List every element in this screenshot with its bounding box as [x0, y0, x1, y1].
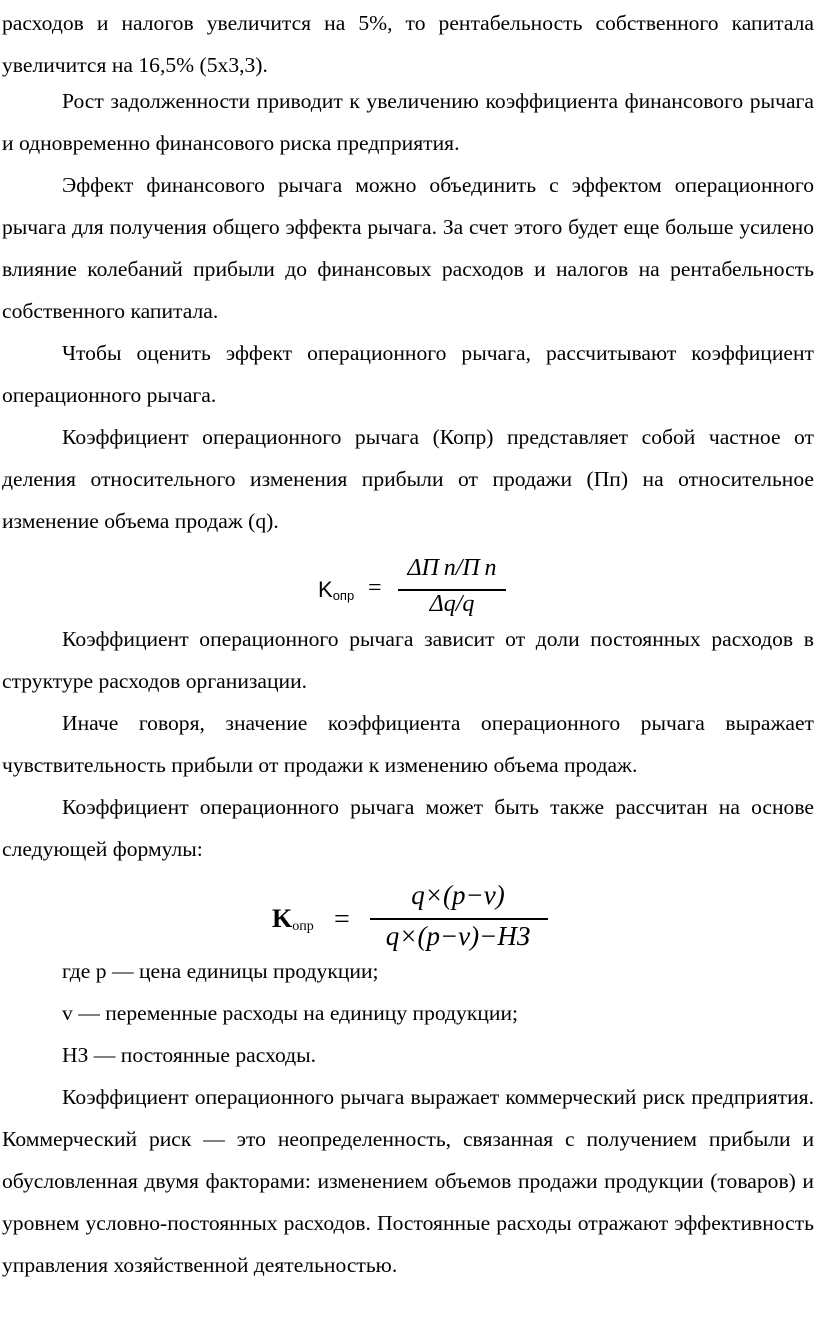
definition-variable-costs: v — переменные расходы на единицу продукции;	[62, 1001, 518, 1025]
paragraph-9: Коэффициент операционного рычага выражает коммерческий риск предприятия. Коммерческий риск — это неопределенность, связанная с получением прибыли и обусловленная двумя факторами: изменением объемов продажи продукции (товаров) и уровнем условно-постоянных расходов. Постоянные расходы отражают эффективность управления хозяйственной деятельностью.	[2, 1085, 814, 1277]
formula-1-numerator: ΔП п/П п	[407, 555, 497, 581]
definition-price: где р — цена единицы продукции;	[62, 959, 379, 983]
formula-2-denominator: q×(p−v)−НЗ	[385, 921, 531, 951]
formula-operating-leverage-1	[318, 555, 508, 625]
formula-2-numerator: q×(p−v)	[411, 880, 505, 910]
definition-fixed-costs: НЗ — постоянные расходы.	[62, 1043, 317, 1067]
formula-1-equals: =	[368, 575, 382, 601]
paragraph-5: Коэффициент операционного рычага (Копр) представляет собой частное от деления относительного изменения прибыли от продажи (Пп) на относительное изменение объема продаж (q).	[2, 425, 814, 533]
paragraph-3: Эффект финансового рычага можно объединить с эффектом операционного рычага для получения общего эффекта рычага. За счет этого будет еще больше усилено влияние колебаний прибыли до финансовых расходов и налогов на рентабельность собственного капитала.	[2, 173, 814, 323]
paragraph-7: Иначе говоря, значение коэффициента операционного рычага выражает чувствительность прибыли от продажи к изменению объема продаж.	[2, 711, 814, 777]
formula-2-equals: =	[334, 904, 350, 935]
paragraph-4: Чтобы оценить эффект операционного рычага, рассчитывают коэффициент операционного рычага.	[2, 341, 814, 407]
formula-operating-leverage-2	[272, 880, 552, 960]
formula-1-symbol: $K_{опр}$	[318, 577, 355, 603]
formula-2-symbol: $K_{опр}$	[272, 904, 314, 934]
paragraph-1: расходов и налогов увеличится на 5%, то рентабельность собственного капитала увеличится на 16,5% (5х3,3).	[2, 11, 814, 77]
formula-1-denominator: Δq/q	[429, 591, 475, 617]
paragraph-8: Коэффициент операционного рычага может быть также рассчитан на основе следующей формулы:	[2, 795, 814, 861]
formula-2-fraction-bar	[370, 918, 548, 920]
paragraph-6: Коэффициент операционного рычага зависит от доли постоянных расходов в структуре расходов организации.	[2, 627, 814, 693]
paragraph-2: Рост задолженности приводит к увеличению коэффициента финансового рычага и одновременно финансового риска предприятия.	[2, 89, 814, 155]
